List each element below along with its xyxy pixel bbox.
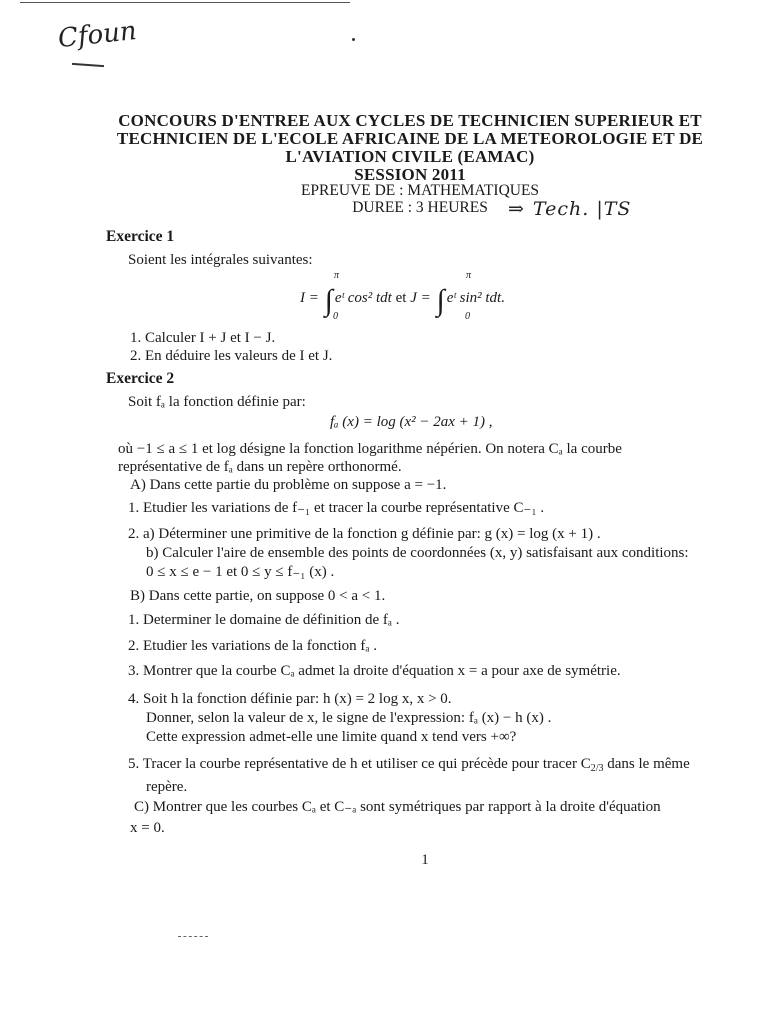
part-b-question-2: 2. Etudier les variations de la fonction fₐ . — [128, 638, 378, 654]
part-b-question-1: 1. Determiner le domaine de définition de fₐ . — [128, 612, 400, 628]
formula-J-lhs: J = — [410, 290, 435, 306]
function-definition-formula: fₐ (x) = log (x² − 2ax + 1) , — [330, 414, 493, 430]
exercise-2-description-2: représentative de fₐ dans un repère orthonormé. — [118, 459, 402, 475]
handwritten-underline — [72, 63, 104, 67]
formula-J-integrand: eᵗ sin² tdt. — [446, 290, 505, 306]
part-b-question-5b: repère. — [146, 779, 188, 795]
integral-J-lower: 0 — [465, 311, 470, 322]
integrals-formula — [300, 284, 505, 318]
exercise-2-title: Exercice 2 — [106, 370, 175, 387]
part-b-question-5a — [128, 756, 690, 777]
exercise-1-title: Exercice 1 — [106, 228, 175, 245]
integral-I-upper: π — [334, 270, 340, 281]
duree-line: DUREE : 3 HEURES — [352, 199, 488, 216]
part-a-question-2b-line-1: b) Calculer l'aire de ensemble des points de coordonnées (x, y) satisfaisant aux conditions: — [146, 545, 689, 561]
epreuve-line: EPREUVE DE : MATHEMATIQUES — [300, 182, 540, 199]
part-a-question-1: 1. Etudier les variations de f₋₁ et tracer la courbe représentative C₋₁ . — [128, 500, 545, 516]
exercise-1-question-2: 2. En déduire les valeurs de I et J. — [130, 348, 333, 364]
exercise-2-intro: Soit fₐ la fonction définie par: — [128, 394, 306, 410]
handwritten-name: Cfoun — [56, 15, 139, 55]
header-line-2: TECHNICIEN DE L'ECOLE AFRICAINE DE LA METEOROLOGIE ET DE — [116, 129, 704, 148]
part-a-question-2b-line-2: 0 ≤ x ≤ e − 1 et 0 ≤ y ≤ f₋₁ (x) . — [146, 564, 335, 580]
integral-J-upper: π — [466, 270, 472, 281]
exercise-1-intro: Soient les intégrales suivantes: — [128, 252, 313, 268]
part-b-question-3: 3. Montrer que la courbe Cₐ admet la droite d'équation x = a pour axe de symétrie. — [128, 663, 621, 679]
part-b-question-4c: Cette expression admet-elle une limite quand x tend vers +∞? — [146, 729, 517, 745]
part-b-question-4b: Donner, selon la valeur de x, le signe de l'expression: fₐ (x) − h (x) . — [146, 710, 552, 726]
exercise-1-question-1: 1. Calculer I + J et I − J. — [130, 330, 276, 346]
exam-header — [100, 112, 720, 184]
handwritten-note — [508, 198, 631, 220]
scan-mark — [178, 936, 208, 938]
header-line-4: SESSION 2011 — [354, 165, 466, 184]
part-b-question-5a-end: dans le même — [603, 756, 690, 772]
part-c-line-2: x = 0. — [130, 820, 165, 836]
handwritten-note-text: Tech. |TS — [532, 198, 632, 220]
part-b-question-4a: 4. Soit h la fonction définie par: h (x) = 2 log x, x > 0. — [128, 691, 452, 707]
scan-top-line — [20, 2, 350, 3]
exercise-2-description-1: où −1 ≤ a ≤ 1 et log désigne la fonction logarithme népérien. On notera Cₐ la courbe — [118, 441, 622, 457]
integral-sign-icon: ∫ — [324, 284, 333, 317]
integral-I-lower: 0 — [333, 311, 338, 322]
arrow-icon: ⇒ — [508, 198, 525, 220]
header-line-1: CONCOURS D'ENTREE AUX CYCLES DE TECHNICIEN SUPERIEUR ET — [118, 111, 702, 130]
scan-speck — [352, 38, 355, 41]
c-two-thirds-subscript: 2/3 — [590, 763, 604, 774]
part-b-question-5a-text: 5. Tracer la courbe représentative de h et utiliser ce qui précède pour tracer C — [128, 756, 591, 772]
part-c-line-1: C) Montrer que les courbes Cₐ et C₋ₐ sont symétriques par rapport à la droite d'équation — [134, 799, 661, 815]
part-b-heading: B) Dans cette partie, on suppose 0 < a < 1. — [130, 588, 386, 604]
formula-et: et — [391, 290, 411, 306]
part-a-heading: A) Dans cette partie du problème on suppose a = −1. — [130, 477, 447, 493]
formula-I-integrand: eᵗ cos² tdt — [334, 290, 392, 306]
page-number: 1 — [421, 852, 429, 868]
formula-I-lhs: I = — [300, 290, 323, 306]
integral-sign-icon: ∫ — [436, 284, 445, 317]
part-a-question-2a: 2. a) Déterminer une primitive de la fonction g définie par: g (x) = log (x + 1) . — [128, 526, 601, 542]
header-line-3: L'AVIATION CIVILE (EAMAC) — [285, 147, 535, 166]
